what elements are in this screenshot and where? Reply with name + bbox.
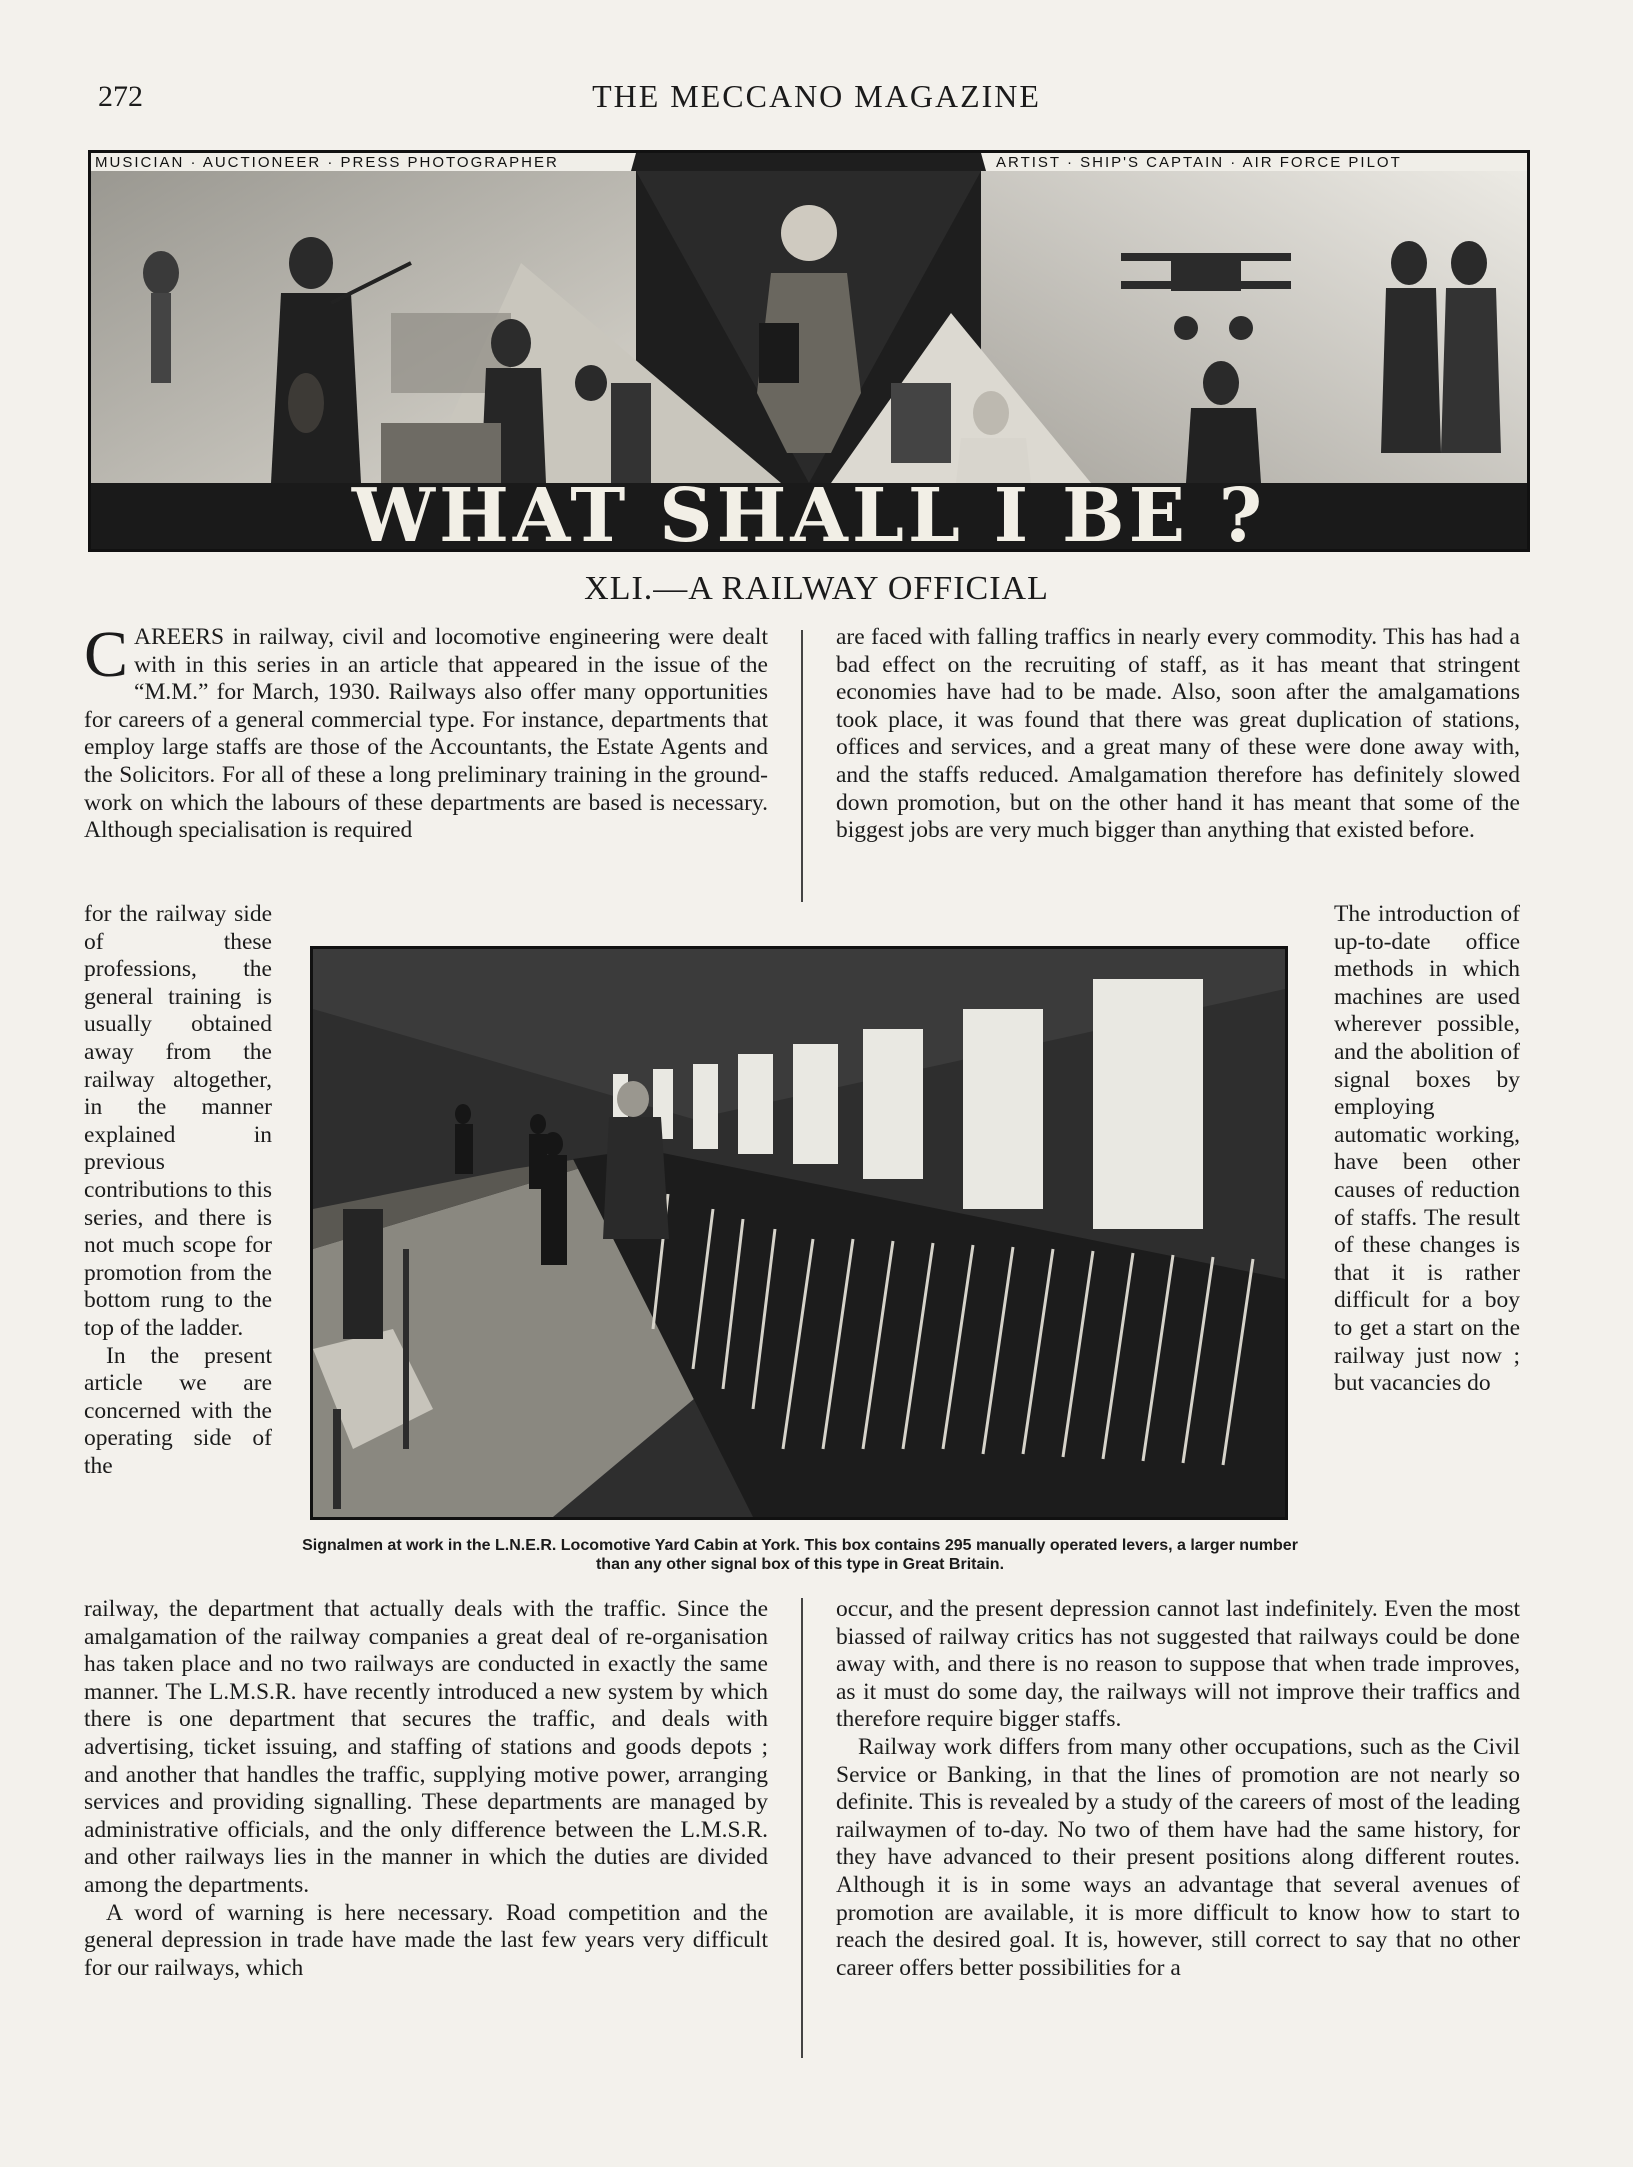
- intro-paragraph: [84, 618, 768, 845]
- drop-cap: C: [84, 618, 129, 691]
- photo-artwork: [313, 949, 1285, 1517]
- intro-text: AREERS in railway, civil and locomotive engineering were dealt with in this series in an article that appeared in the issue of the “M.M.” for March, 1930. Railways also offer many opportunities for careers of a general commercial type. For instance, departments that employ large staffs are those of the Accountants, the Estate Agents and the Solicitors. For all of these a long preliminary training in the ground-work on which the labours of these departments are based is necessary. Although specialisation is required: [84, 624, 768, 844]
- left-narrow-para-2: In the present article we are concerned with the operating side of the: [84, 1342, 272, 1479]
- left-narrow-column: [84, 901, 272, 1480]
- right-bottom-para-1: occur, and the present depression cannot last indefinitely. Even the most biassed of railway critics has not suggested that railways could be done away with, and there is no reason to suppose that when trade improves, as it must do some day, the railways will not improve their traffics and therefore require bigger staffs.: [836, 1596, 1520, 1733]
- right-narrow-column: The introduction of up-to-date office methods in which machines are used wherever possible, and the abolition of signal boxes by employing automatic working, have been other causes of reduction of staffs. The result of these changes is that it is rather difficult for a boy to get a start on the railway just now ; but vacancies do: [1334, 901, 1520, 1397]
- banner-artwork: [91, 153, 1527, 549]
- left-bottom-column: [84, 1596, 768, 1982]
- right-top-paragraph: are faced with falling traffics in nearly every commodity. This has had a bad effect on the recruiting of staff, as it has meant that stringent economies have had to be made. Also, soon after the amalgamations took place, it was found that there was great duplication of stations, offices and services, and a great many of these were done away with, and the staffs reduced. Amalgamation therefore has definitely slowed down promotion, but on the other hand it has meant that some of the biggest jobs are very much bigger than anything that existed before.: [836, 624, 1520, 844]
- column-rule-bottom: [801, 1598, 803, 2058]
- banner-illustration: [88, 150, 1530, 552]
- column-rule-top: [801, 630, 803, 902]
- magazine-title: THE MECCANO MAGAZINE: [592, 78, 1041, 114]
- page-number: 272: [98, 80, 143, 113]
- left-bottom-para-1: railway, the department that actually deals with the traffic. Since the amalgamation of the railway companies a great deal of re-organisation has taken place and no two railways are conducted in exactly the same manner. The L.M.S.R. have recently introduced a new system by which there is one department that secures the traffic, and deals with advertising, ticket issuing, and staffing of stations and goods depots ; and another that handles the traffic, supplying motive power, arranging services and providing signalling. These departments are managed by administrative officials, and the only difference between the L.M.S.R. and other railways lies in the manner in which the duties are divided among the departments.: [84, 1596, 768, 1898]
- banner-left-tag: MUSICIAN · AUCTIONEER · PRESS PHOTOGRAPHER: [95, 154, 559, 171]
- banner-right-tag: ARTIST · SHIP'S CAPTAIN · AIR FORCE PILOT: [996, 154, 1402, 171]
- left-bottom-para-2: A word of warning is here necessary. Road competition and the general depression in trade have made the last few years very difficult for our railways, which: [84, 1899, 768, 1981]
- right-bottom-column: [836, 1596, 1520, 1982]
- left-narrow-para-1: for the railway side of these professions, the general training is usually obtained away from the railway altogether, in the manner explained in previous contributions to this series, and there is not much scope for promotion from the bottom rung to the top of the ladder.: [84, 901, 272, 1341]
- banner-title: WHAT SHALL I BE ?: [351, 473, 1267, 549]
- photo-caption: Signalmen at work in the L.N.E.R. Locomotive Yard Cabin at York. This box contains 295 manually operated levers, a larger number than any other signal box of this type in Great Britain.: [302, 1537, 1298, 1573]
- article-subtitle: XLI.—A RAILWAY OFFICIAL: [584, 570, 1049, 607]
- signal-box-photo: [310, 946, 1288, 1520]
- right-bottom-para-2: Railway work differs from many other occupations, such as the Civil Service or Banking, in that the lines of promotion are not nearly so definite. This is revealed by a study of the careers of most of the leading railwaymen of to-day. No two of them have had the same history, for they have advanced to their present positions along different routes. Although it is in some ways an advantage that several avenues of promotion are available, it is more difficult to know how to start to reach the desired goal. It is, however, still correct to say that no other career offers better possibilities for a: [836, 1733, 1520, 1981]
